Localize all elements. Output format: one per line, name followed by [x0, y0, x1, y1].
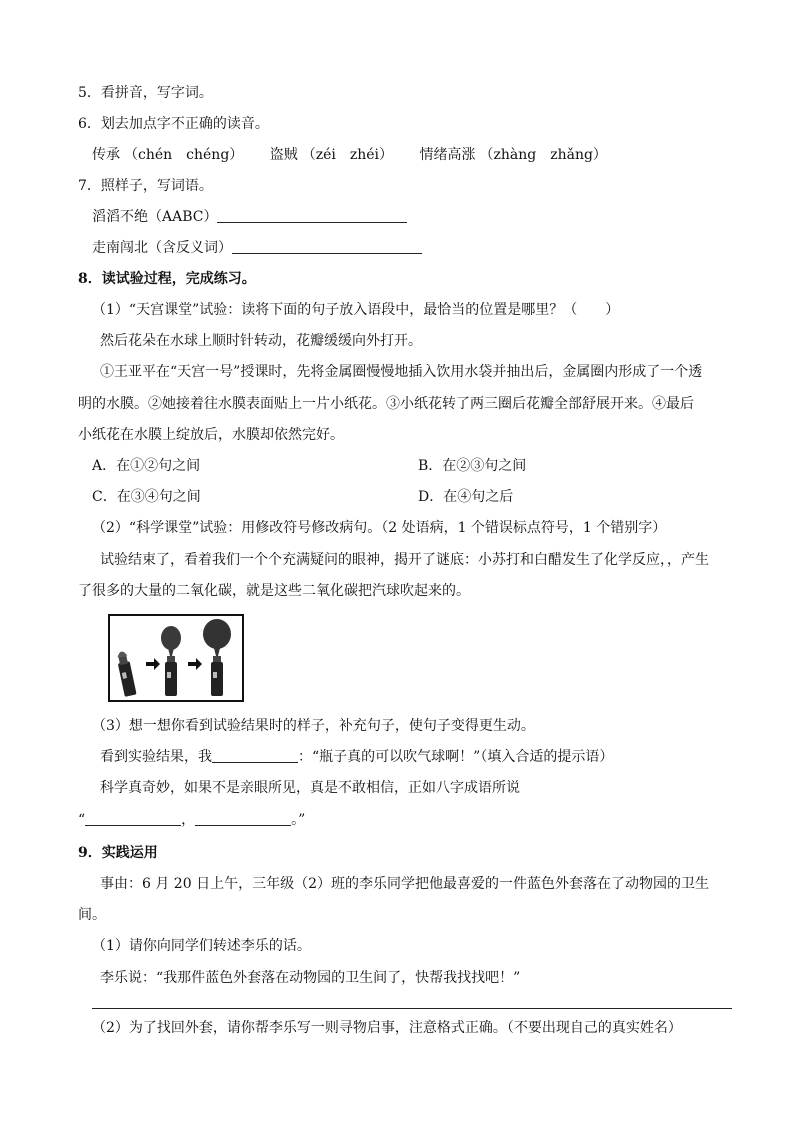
- q6-items: [92, 145, 629, 165]
- q6-line: [78, 114, 269, 134]
- q8-sub3-line1-post: ：“瓶子真的可以吹气球啊！”（填入合适的提示语）: [298, 749, 614, 765]
- q7-item-text: 走南闯北（含反义词）: [92, 240, 232, 256]
- open-quote: “: [78, 812, 86, 828]
- answer-blank[interactable]: [232, 239, 422, 254]
- q7-item: [92, 238, 422, 258]
- option-b[interactable]: B．在②③句之间: [418, 458, 527, 474]
- q6-word: 传承: [92, 147, 120, 163]
- q8-sub3-line1: [100, 747, 613, 767]
- bottle-balloon-icon: [110, 616, 242, 700]
- q9-event-line: 间。: [78, 907, 106, 923]
- q5-text: 看拼音，写字词。: [100, 85, 213, 101]
- option-c[interactable]: C．在③④句之间: [92, 489, 201, 505]
- q9-text: 实践运用: [101, 845, 158, 861]
- comma: ，: [181, 812, 196, 828]
- q8-sub2-passage-line: 了很多的大量的二氧化碳，就是这些二氧化碳把汽球吹起来的。: [78, 583, 470, 599]
- q7-text: 照样子，写词语。: [100, 178, 213, 194]
- answer-blank[interactable]: [217, 208, 407, 223]
- experiment-illustration: [108, 614, 244, 702]
- q6-word: 盗贼: [269, 147, 298, 163]
- q8-sub3-prompt: （3）想一想你看到试验结果时的样子，补充句子，使句子变得更生动。: [92, 718, 535, 734]
- q9-quote: 李乐说：“我那件蓝色外套落在动物园的卫生间了，快帮我找找吧！”: [100, 970, 521, 986]
- q8-line: [78, 269, 256, 289]
- q8-sub1-prompt: （1）“天宫课堂”试验：读将下面的句子放入语段中，最恰当的位置是哪里？（ ）: [92, 302, 620, 318]
- q8-text: 读试验过程，完成练习。: [101, 271, 256, 287]
- q8-sub3-line3: [78, 810, 305, 830]
- q6-pinyin[interactable]: （zéi zhéi）: [301, 147, 394, 163]
- answer-line[interactable]: [92, 1008, 732, 1009]
- answer-blank[interactable]: [195, 811, 291, 826]
- q8-sub1-sentence: 然后花朵在水球上顺时针转动，花瓣缓缓向外打开。: [100, 333, 422, 349]
- q9-sub1: （1）请你向同学们转述李乐的话。: [92, 938, 311, 954]
- q5-line: [78, 83, 213, 103]
- option-a[interactable]: A．在①②句之间: [92, 458, 201, 474]
- q8-sub2-prompt: （2）“科学课堂”试验：用修改符号修改病句。（2 处语病，1 个错误标点符号，1 个错别字）: [92, 520, 667, 536]
- q8-passage-line: 小纸花在水膜上绽放后，水膜却依然完好。: [78, 427, 344, 443]
- q8-number: 8．: [78, 271, 102, 287]
- q6-text: 划去加点字不正确的读音。: [100, 116, 269, 132]
- q9-sub2: （2）为了找回外套，请你帮李乐写一则寻物启事，注意格式正确。（不要出现自己的真实姓名）: [92, 1020, 682, 1036]
- q7-item-text: 滔滔不绝（AABC）: [92, 209, 218, 225]
- q6-pinyin[interactable]: （chén chéng）: [124, 147, 244, 163]
- option-d[interactable]: D．在④句之后: [418, 489, 514, 505]
- q9-event-line: 事由：6 月 20 日上午，三年级（2）班的李乐同学把他最喜爱的一件蓝色外套落在了动物园的卫生: [100, 876, 709, 892]
- q5-number: 5．: [78, 85, 101, 101]
- answer-blank[interactable]: [85, 811, 181, 826]
- q7-number: 7．: [78, 178, 101, 194]
- close-quote: 。”: [291, 812, 306, 828]
- q6-pinyin[interactable]: （zhàng zhǎng）: [479, 147, 607, 163]
- q6-word: 情绪高涨: [419, 147, 476, 163]
- q8-sub3-line2: 科学真奇妙，如果不是亲眼所见，真是不敢相信，正如八字成语所说: [100, 780, 520, 796]
- q8-passage-line: ①王亚平在“天宫一号”授课时，先将金属圈慢慢地插入饮用水袋并抽出后，金属圈内形成了一个透: [100, 364, 703, 380]
- answer-blank[interactable]: [212, 748, 298, 763]
- q6-number: 6．: [78, 116, 101, 132]
- q9-number: 9．: [78, 845, 102, 861]
- q8-sub3-line1-pre: 看到实验结果，我: [100, 749, 212, 765]
- q8-passage-line: 明的水膜。②她接着往水膜表面贴上一片小纸花。③小纸花转了两三圈后花瓣全部舒展开来。④最后: [78, 396, 694, 412]
- q7-item: [92, 207, 407, 227]
- q9-line: [78, 843, 158, 863]
- q8-sub2-passage-line: 试验结束了，看着我们一个个充满疑问的眼神，揭开了谜底：小苏打和白醋发生了化学反应，，产生: [100, 552, 709, 568]
- q7-line: [78, 176, 213, 196]
